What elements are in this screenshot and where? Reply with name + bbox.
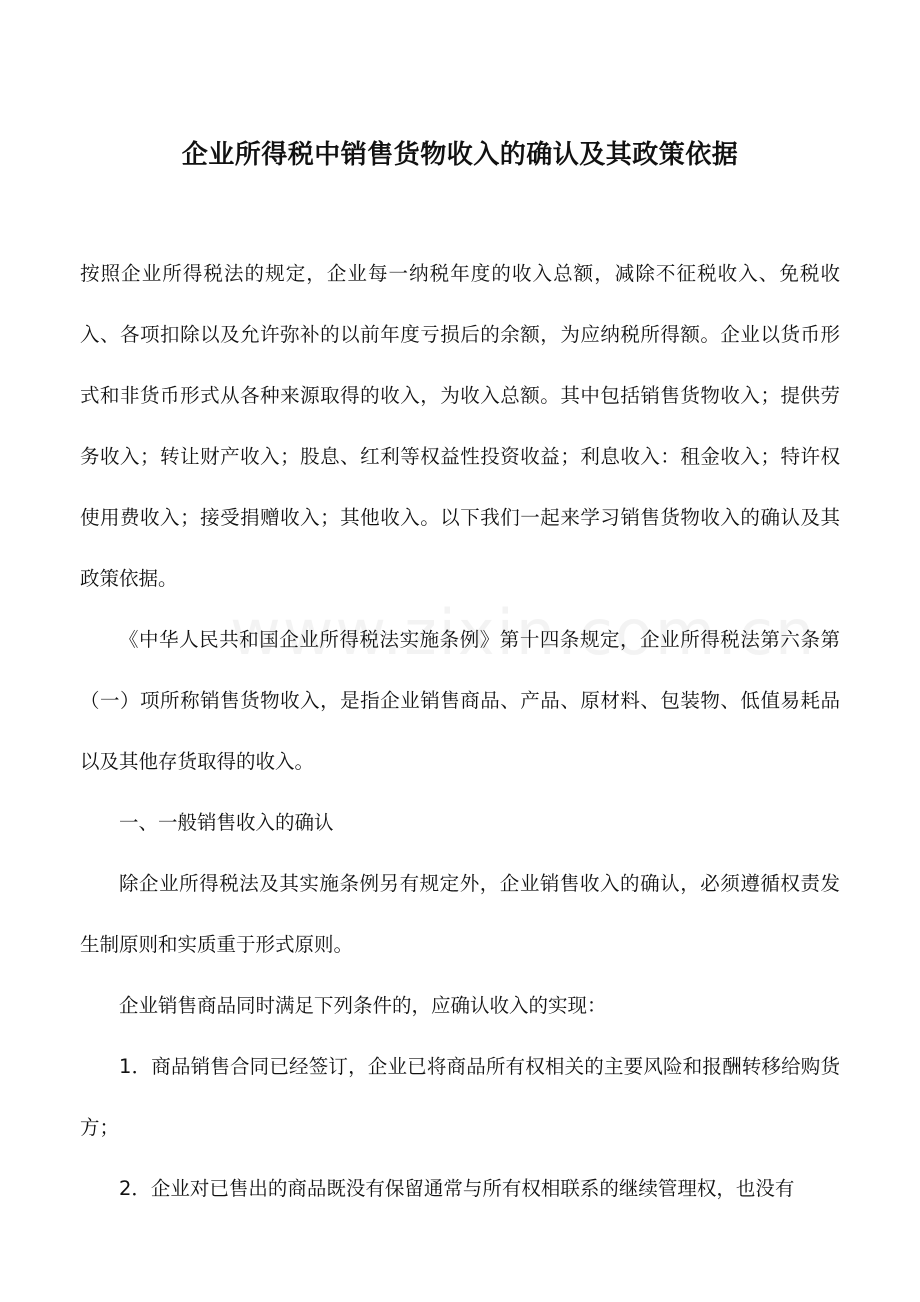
paragraph-regulation-article-14: 《中华人民共和国企业所得税法实施条例》第十四条规定，企业所得税法第六条第（一）项所称销售货物收入，是指企业销售商品、产品、原材料、包装物、低值易耗品以及其他存货取得的收入。 [80,628,840,773]
paragraph-condition-1: 1．商品销售合同已经签订，企业已将商品所有权相关的主要风险和报酬转移给购货方； [80,1055,840,1139]
section-heading-general-sales: 一、一般销售收入的确认 [119,811,334,834]
paragraph-condition-2: 2．企业对已售出的商品既没有保留通常与所有权相联系的继续管理权，也没有 [119,1177,795,1200]
paragraph-accrual-principle: 除企业所得税法及其实施条例另有规定外，企业销售收入的确认，必须遵循权责发生制原则和实质重于形式原则。 [80,872,840,956]
document-title: 企业所得税中销售货物收入的确认及其政策依据 [181,140,739,171]
paragraph-conditions-intro: 企业销售商品同时满足下列条件的，应确认收入的实现： [119,994,607,1017]
paragraph-income-total: 按照企业所得税法的规定，企业每一纳税年度的收入总额，减除不征税收入、免税收入、各项扣除以及允许弥补的以前年度亏损后的余额，为应纳税所得额。企业以货币形式和非货币形式从各种来源取得的收入，为收入总额。其中包括销售货物收入；提供劳务收入；转让财产收入；股息、红利等权益性投资收益；利息收入：租金收入；特许权使用费收入；接受捐赠收入；其他收入。以下我们一起来学习销售货物收入的确认及其政策依据。 [80,262,840,590]
